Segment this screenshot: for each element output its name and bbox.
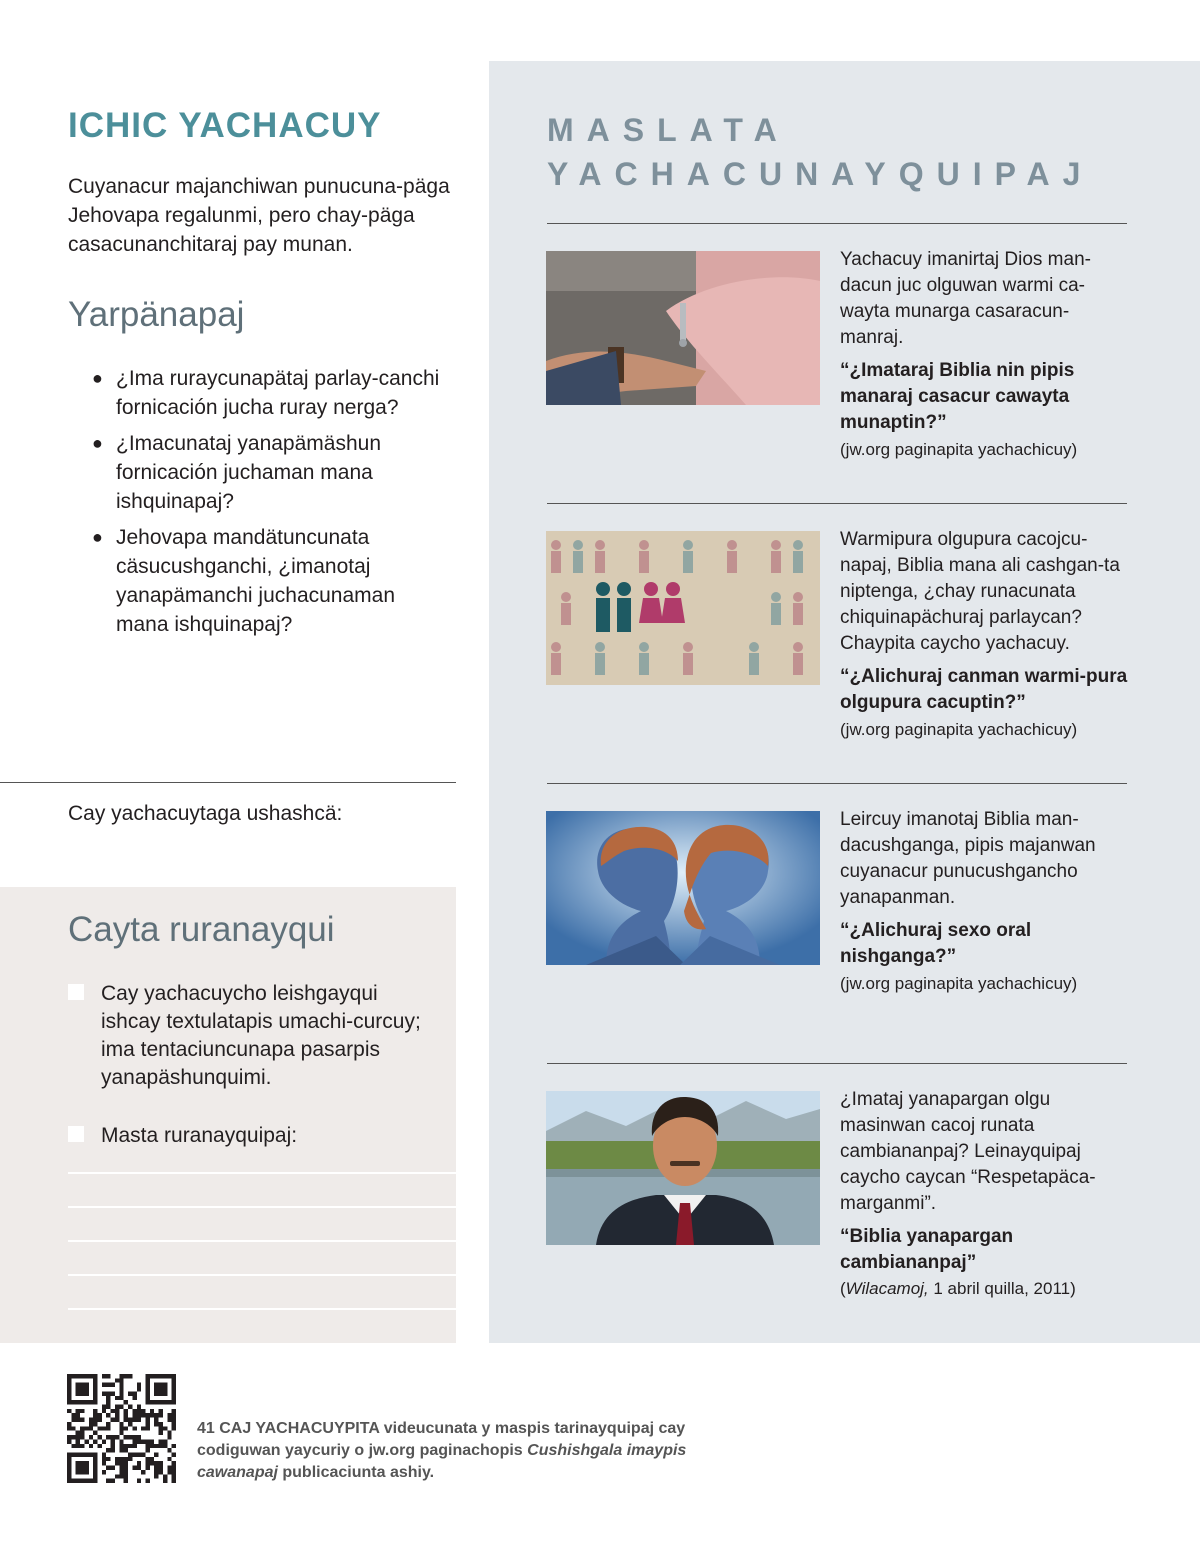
summary-title: ICHIC YACHACUY: [68, 106, 382, 145]
todo-item-text: Masta ruranayquipaj:: [101, 1124, 298, 1147]
explore-title-line: MASLATA: [547, 112, 790, 148]
further-study-source: (jw.org paginapita yachachicuy): [840, 720, 1078, 739]
todo-item: [68, 1122, 438, 1150]
further-study-article-title[interactable]: “¿Alichuraj canman warmi-pura olgupura cacuptin?”: [840, 666, 1128, 713]
review-questions: [92, 364, 452, 646]
explore-title-line: YACHACUNAYQUIPAJ: [547, 156, 1094, 192]
footer-text-part: publicaciunta ashiy.: [277, 1464, 435, 1481]
todo-item: [68, 980, 438, 1092]
write-in-line[interactable]: [68, 1206, 456, 1208]
further-study-source: (jw.org paginapita yachachicuy): [840, 974, 1078, 993]
divider: [547, 783, 1127, 784]
review-question-text: Jehovapa mandätuncunata cäsucushganchi, ¿imanotaj yanapämanchi juchacunaman mana ishquinapaj?: [116, 526, 396, 636]
review-question-text: ¿Ima ruraycunapätaj parlay-canchi fornicación jucha ruray nerga?: [116, 367, 440, 419]
divider: [547, 223, 1127, 224]
checkbox[interactable]: [68, 984, 84, 1000]
same-sex-couples-illustration[interactable]: [546, 531, 820, 685]
further-study-article-title[interactable]: “Biblia yanapargan cambiananpaj”: [840, 1226, 1014, 1273]
review-title: Yarpänapaj: [68, 295, 245, 334]
divider: [0, 782, 456, 783]
footer-publication-title: Cushishgala imaypis cawanapaj: [197, 1442, 687, 1481]
review-question: [92, 429, 452, 516]
write-in-line[interactable]: [68, 1172, 456, 1174]
man-woman-profiles-illustration[interactable]: [546, 811, 820, 965]
todo-item-text: Cay yachacuycho leishgayqui ishcay textulatapis umachi-curcuy; ima tentaciuncunapa pasarpis yanapäshunquimi.: [101, 982, 421, 1089]
footer-text-part: videucunata y maspis tarinayquipaj cay codiguwan yaycuriy o jw.org paginachopis: [197, 1420, 686, 1459]
write-in-line[interactable]: [68, 1240, 456, 1242]
write-in-line[interactable]: [68, 1274, 456, 1276]
summary-text: Cuyanacur majanchiwan punucuna-päga Jehovapa regalunmi, pero chay-päga casacunanchitaraj pay munan.: [68, 175, 450, 256]
further-study-text: Leircuy imanotaj Biblia man-dacushganga, pipis majanwan cuyanacur punucushgancho yanapanman.: [840, 809, 1096, 908]
review-question-text: ¿Imacunataj yanapämäshun fornicación juchaman mana ishquinapaj?: [116, 432, 381, 513]
qr-code-icon[interactable]: [67, 1374, 176, 1483]
divider: [547, 503, 1127, 504]
source-date: 1 abril quilla, 2011): [928, 1279, 1076, 1298]
man-portrait-photo[interactable]: [546, 1091, 820, 1245]
source-publication: Wilacamoj,: [845, 1279, 929, 1298]
studied-label: Cay yachacuytaga ushashcä:: [68, 802, 343, 825]
explore-title: [547, 108, 1093, 196]
todo-title: Cayta ruranayqui: [68, 910, 335, 949]
review-question: [92, 523, 452, 639]
further-study-source: [840, 1277, 1140, 1301]
footer-lesson-ref: 41 CAJ YACHACUYPITA: [197, 1420, 380, 1437]
footer-text: [197, 1418, 717, 1484]
further-study-article-title[interactable]: “¿Alichuraj sexo oral nishganga?”: [840, 920, 1032, 967]
source-prefix: (: [840, 1279, 846, 1298]
further-study-text: Warmipura olgupura cacojcu-napaj, Biblia mana ali cashgan-ta niptenga, ¿chay runacunata chiquinapächuraj parlaycan? Chaypita caycho yachacuy.: [840, 529, 1120, 654]
write-in-line[interactable]: [68, 1308, 456, 1310]
review-question: [92, 364, 452, 422]
checkbox[interactable]: [68, 1126, 84, 1142]
keys-handover-photo[interactable]: [546, 251, 820, 405]
bullet-icon: ●: [92, 433, 103, 453]
further-study-source: (jw.org paginapita yachachicuy): [840, 440, 1078, 459]
bullet-icon: ●: [92, 368, 103, 388]
further-study-text: Yachacuy imanirtaj Dios man-dacun juc olguwan warmi ca-wayta munarga casaracun-manraj.: [840, 249, 1091, 348]
divider: [547, 1063, 1127, 1064]
further-study-article-title[interactable]: “¿Imataraj Biblia nin pipis manaraj casacur cawayta munaptin?”: [840, 360, 1075, 433]
bullet-icon: ●: [92, 527, 103, 547]
further-study-text: ¿Imataj yanapargan olgu masinwan cacoj runata cambiananpaj? Leinayquipaj caycho caycan “Respetapäca-marganmi”.: [840, 1089, 1096, 1214]
